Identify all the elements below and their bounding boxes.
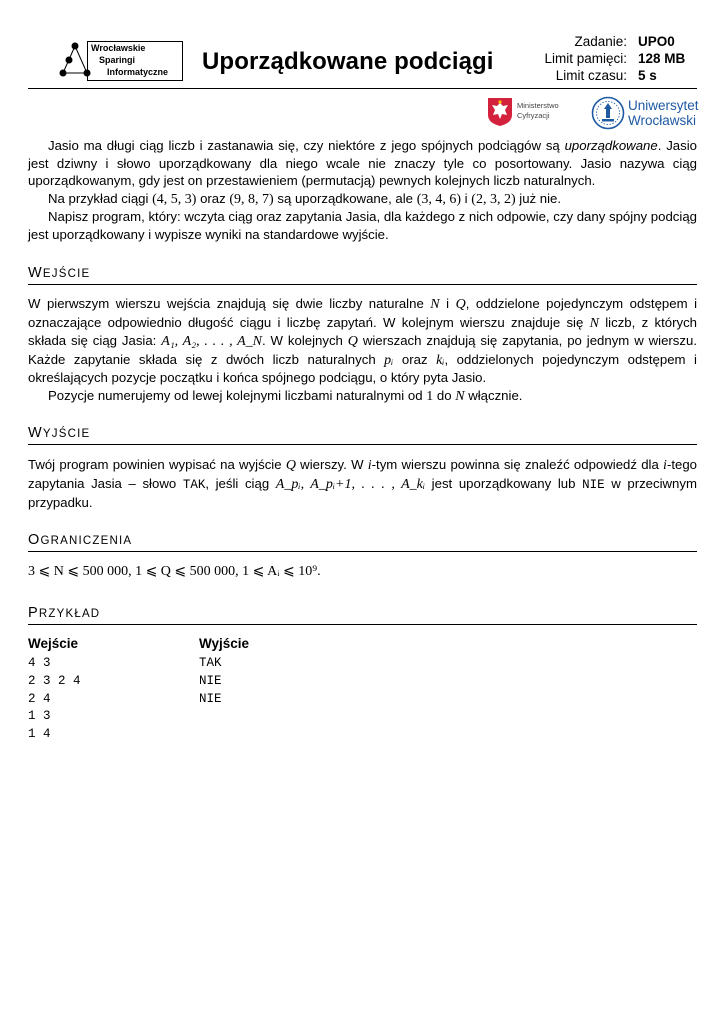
white-eagle-emblem-icon xyxy=(487,97,513,127)
university-seal-icon xyxy=(591,96,625,130)
wsi-logo xyxy=(55,41,185,81)
output-section-body xyxy=(28,456,697,512)
input-p1-a: W pierwszym wierszu wejścia znajdują się dwie liczby naturalne xyxy=(28,296,431,311)
meta-task-value: UPO0 xyxy=(638,34,675,49)
meta-task xyxy=(500,34,700,52)
ministry-logo xyxy=(487,97,587,127)
intro-paragraph-3: Napisz program, który: wczyta ciąg oraz zapytania Jasia, dla każdego z nich odpowie, czy dany spójny podciąg jest uporządkowany i wypisze wyniki na standardowe wyjście. xyxy=(28,209,697,242)
input-var-p: pᵢ xyxy=(384,352,394,368)
output-var-q: Q xyxy=(285,458,296,473)
output-p-a: Twój program powinien wypisać na wyjście xyxy=(28,457,286,472)
output-paragraph xyxy=(28,456,697,512)
meta-time-label: Limit czasu: xyxy=(555,68,627,83)
university-name-line-2: Wrocławski xyxy=(628,113,697,128)
intro-p2-text-e: już nie. xyxy=(515,190,562,206)
meta-time-value: 5 s xyxy=(638,68,657,83)
output-var-i: i xyxy=(367,458,372,473)
limits-section-body xyxy=(28,563,697,581)
input-p1-h: , oddzielonych pojedynczym odstępem i określających pozycje początku i końca spójnego podciągu, o który pyta Jasio. xyxy=(28,351,697,386)
problem-title: Uporządkowane podciągi xyxy=(202,48,494,75)
input-sequence-formula: A₁, A₂, . . . , A_N xyxy=(161,334,262,350)
output-heading-cap: W xyxy=(28,425,43,441)
example-sequence-1: (4, 5, 3) xyxy=(152,191,197,207)
ministry-name-line-1: Ministerstwo xyxy=(517,101,559,110)
meta-memory xyxy=(500,51,700,69)
example-input-block: 4 3 2 3 2 4 2 4 1 3 1 4 xyxy=(28,656,81,742)
example-heading-cap: P xyxy=(28,605,39,621)
input-paragraph-1 xyxy=(28,295,697,387)
example-output-block: TAK NIE NIE xyxy=(199,656,222,706)
output-p-d: -tego zapytania Jasia – słowo xyxy=(28,457,697,491)
example-heading-rest: RZYKŁAD xyxy=(38,608,101,620)
output-p-b: wierszy. W xyxy=(295,457,368,472)
input-var-n-3: N xyxy=(455,388,465,404)
university-name xyxy=(628,98,699,128)
example-output-header: Wyjście xyxy=(199,636,250,651)
input-var-k: kᵢ xyxy=(436,352,445,368)
output-subsequence-formula: A_pᵢ, A_pᵢ+1, . . . , A_kᵢ xyxy=(275,476,426,492)
input-p2-a: Pozycje numerujemy od lewej kolejnymi liczbami naturalnymi od xyxy=(48,387,427,403)
input-p1-f: wierszach znajdują się zapytania, po jednym w wierszu. Każde zapytanie składa się z dwóch liczb naturalnych xyxy=(28,333,697,367)
university-logo xyxy=(591,96,701,130)
intro-p2-text-a: Na przykład ciągi xyxy=(48,190,153,206)
meta-time xyxy=(500,68,700,86)
output-p-f: jest uporządkowany lub xyxy=(425,475,583,491)
university-name-line-1: Uniwersytet xyxy=(628,98,699,113)
input-p1-b: i xyxy=(439,296,456,311)
intro-p1-text-a: Jasio ma długi ciąg liczb i zastanawia się, czy niektóre z jego spójnych podciągów są xyxy=(48,138,565,153)
example-section-heading xyxy=(28,605,697,625)
output-keyword-tak: TAK xyxy=(182,477,206,492)
input-p2-c: włącznie. xyxy=(464,387,523,403)
meta-memory-label: Limit pamięci: xyxy=(544,51,627,66)
intro-section xyxy=(28,137,697,244)
intro-p2-text-b: oraz xyxy=(196,190,230,206)
input-var-n-2: N xyxy=(589,315,599,331)
meta-memory-value: 128 MB xyxy=(638,51,686,66)
output-p-g: w przeciwnym przypadku. xyxy=(28,475,697,511)
ministry-name xyxy=(517,101,559,121)
intro-p1-emphasis: uporządkowane xyxy=(564,138,658,153)
output-keyword-nie: NIE xyxy=(582,477,605,492)
example-sequence-2: (9, 8, 7) xyxy=(229,191,274,207)
example-sequence-4: (2, 3, 2) xyxy=(471,191,516,207)
input-p1-d: liczb, z których składa się ciąg Jasia: xyxy=(28,314,697,349)
input-var-q-2: Q xyxy=(347,334,358,350)
intro-paragraph-2 xyxy=(28,190,697,209)
limits-heading-rest: GRANICZENIA xyxy=(40,535,133,547)
intro-p2-text-c: są uporządkowane, ale xyxy=(273,190,417,206)
output-p-e: , jeśli ciąg xyxy=(205,475,276,491)
intro-p1-text-b: . Jasio jest dziwny i słowo uporządkowany dla niego wcale nie znaczy tyle co posortowany. Jasio nazywa ciąg uporządkowanym, gdy jest on przestawieniem (permutacją) pewnych kolejnych liczb naturalnych. xyxy=(28,138,697,189)
input-paragraph-2 xyxy=(28,387,697,406)
output-p-c: -tym wierszu powinna się znaleźć odpowiedź dla xyxy=(371,457,664,472)
meta-task-label: Zadanie: xyxy=(574,34,627,49)
limits-section-heading xyxy=(28,532,697,552)
input-one: 1 xyxy=(426,388,434,404)
wsi-logo-line-3: Informatyczne xyxy=(107,67,169,77)
ministry-name-line-2: Cyfryzacji xyxy=(517,111,550,120)
input-p1-c: , oddzielone pojedynczym odstępem i oznaczające odpowiednio długość ciągu i liczbę zapytań. W kolejnym wierszu znajduje się xyxy=(28,296,698,330)
input-heading-cap: W xyxy=(28,265,43,281)
input-p1-e: . W kolejnych xyxy=(261,333,348,349)
intro-p2-text-d: i xyxy=(461,190,472,206)
input-heading-rest: EJŚCIE xyxy=(42,268,91,280)
example-sequence-3: (3, 4, 6) xyxy=(416,191,462,207)
wsi-logo-line-1: Wrocławskie xyxy=(91,43,146,53)
limits-formula: 3 ⩽ N ⩽ 500 000, 1 ⩽ Q ⩽ 500 000, 1 ⩽ Aᵢ ⩽ 10⁹. xyxy=(28,564,321,579)
wsi-logo-line-2: Sparingi xyxy=(99,55,136,65)
output-section-heading xyxy=(28,425,697,445)
limits-heading-cap: O xyxy=(28,532,41,548)
header-divider xyxy=(28,88,697,89)
input-p1-g: oraz xyxy=(393,351,437,367)
example-input-header: Wejście xyxy=(28,636,79,651)
input-var-q: Q xyxy=(455,297,466,312)
input-section-body xyxy=(28,295,697,406)
intro-paragraph-1 xyxy=(28,137,697,190)
output-heading-rest: YJŚCIE xyxy=(42,428,91,440)
input-p2-b: do xyxy=(433,387,456,403)
input-section-heading xyxy=(28,265,697,285)
output-var-i-2: i xyxy=(663,458,667,473)
input-var-n: N xyxy=(430,297,440,312)
